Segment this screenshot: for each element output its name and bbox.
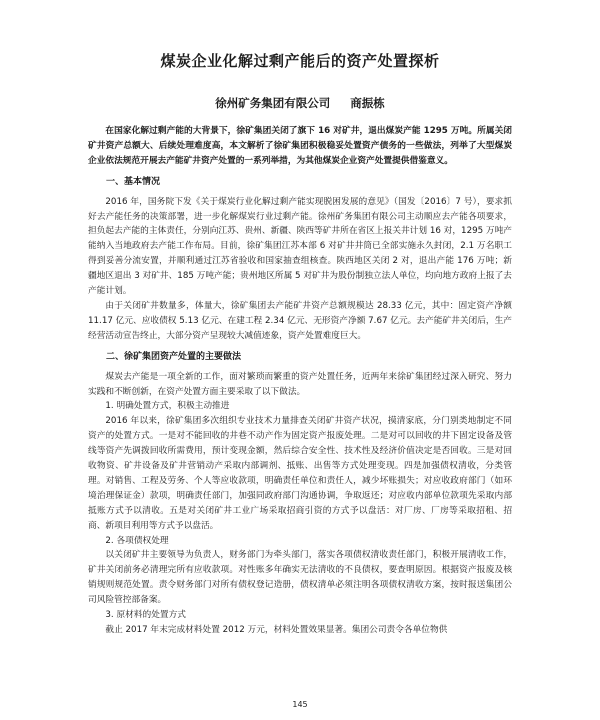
section-heading: 一、基本情况	[106, 176, 161, 187]
subsection-heading: 3. 原材料的处置方式	[105, 610, 186, 621]
abstract: 在国家化解过剩产能的大背景下，徐矿集团关闭了旗下 16 对矿井，退出煤炭产能 1295 万吨。所属关闭矿井资产总额大、后续处理难度高，本文解析了徐矿集团积极稳妥处置资产债务的一些做法，列举了大型煤炭企业依法规范开展去产能矿井资产处置的一系列举措，为其他煤炭企业资产处置提供借鉴意义。	[88, 126, 512, 166]
subsection-heading: 1. 明确处置方式，积极主动推进	[105, 401, 230, 412]
paragraph: 以关闭矿井主要领导为负责人，财务部门为牵头部门，落实各项债权清收责任部门，积极开展清收工作，矿井关闭前务必清理完所有应收款项。对性账多年确实无法清收的不良债权，要查明原因。根据资产报废及核销规则规范处置。责令财务部门对所有债权登记造册，债权清单必须注明各项债权清收方案，按时报送集团公司风险管控部备案。	[88, 550, 512, 606]
paragraph: 截止 2017 年末完成材料处置 2012 万元，材料处置效果显著。集团公司责令各单位物供	[105, 625, 448, 635]
paragraph: 煤炭去产能是一项全新的工作，面对繁琐而繁重的资产处置任务，近两年来徐矿集团经过深入研究、努力实践和不断创新，在资产处置方面主要采取了以下做法。	[88, 371, 512, 397]
page-number: 145	[292, 700, 308, 709]
author-line	[0, 95, 600, 111]
section-heading: 二、徐矿集团资产处置的主要做法	[106, 351, 242, 362]
paper-title: 煤炭企业化解过剩产能后的资产处置探析	[160, 52, 440, 70]
paragraph: 2016 年，国务院下发《关于煤炭行业化解过剩产能实现脱困发展的意见》（国发〔2016〕7 号），要求抓好去产能任务的决策部署，进一步化解煤炭行业过剩产能。徐州矿务集团有限公司主动顺应去产能各项要求，担负起去产能的主体责任，分别向江苏、贵州、新疆、陕西等矿井所在省区上报关井计划 16 对，1295 万吨产能纳入当地政府去产能工作布局。目前，徐矿集团江苏本部 6 对矿井井筒已全部实施永久封闭，2.1 万名职工得到妥善分流安置，并顺利通过江苏省验收和国家抽查组核查。陕西地区关闭 2 对，退出产能 176 万吨；新疆地区退出 3 对矿井、185 万吨产能；贵州地区所属 5 对矿井为股份制独立法人单位，均向地方政府上报了去产能计划。	[88, 196, 512, 297]
paragraph: 由于关闭矿井数量多，体量大，徐矿集团去产能矿井资产总额规模达 28.33 亿元，其中：固定资产净额 11.17 亿元、应收债权 5.13 亿元、在建工程 2.34 亿元、无形资产净额 7.67 亿元。去产能矿井关闭后，生产经营活动宣告终止，大部分资产呈现较大减值迹象，资产处置难度巨大。	[88, 300, 512, 341]
subsection-heading: 2. 各项债权处理	[105, 535, 169, 546]
author-affiliation: 徐州矿务集团有限公司	[215, 96, 331, 110]
article-body	[88, 124, 512, 638]
author-name: 商振栋	[350, 96, 385, 110]
paragraph: 2016 年以来，徐矿集团多次组织专业技术力量排查关闭矿井资产状况，摸清家底，分门别类地制定不同资产的处置方式。一是对不能回收的井巷不动产作为固定资产报废处理。二是对可以回收的井下固定设备及管线等资产先调拨回收所需费用，预计变现金额，然后综合安全性、技术性及经济价值决定是否回收。三是对回收物资、矿井设备及矿井营销动产采取内部调剂、抵账、出售等方式处理变现。四是加强债权清收，分类管理。对销售、工程及劳务、个人等应收款项，明确责任单位和责任人，减少坏账损失；对应收政府部门（如环境治理保证金）款项，明确责任部门，加强同政府部门沟通协调，争取返还；对应收内部单位款项先采取内部抵账方式予以清收。五是对关闭矿井工业广场采取招商引资的方式予以盘活：对厂房、厂房等采取招租、招商、新项目利用等方式予以盘活。	[88, 416, 512, 531]
